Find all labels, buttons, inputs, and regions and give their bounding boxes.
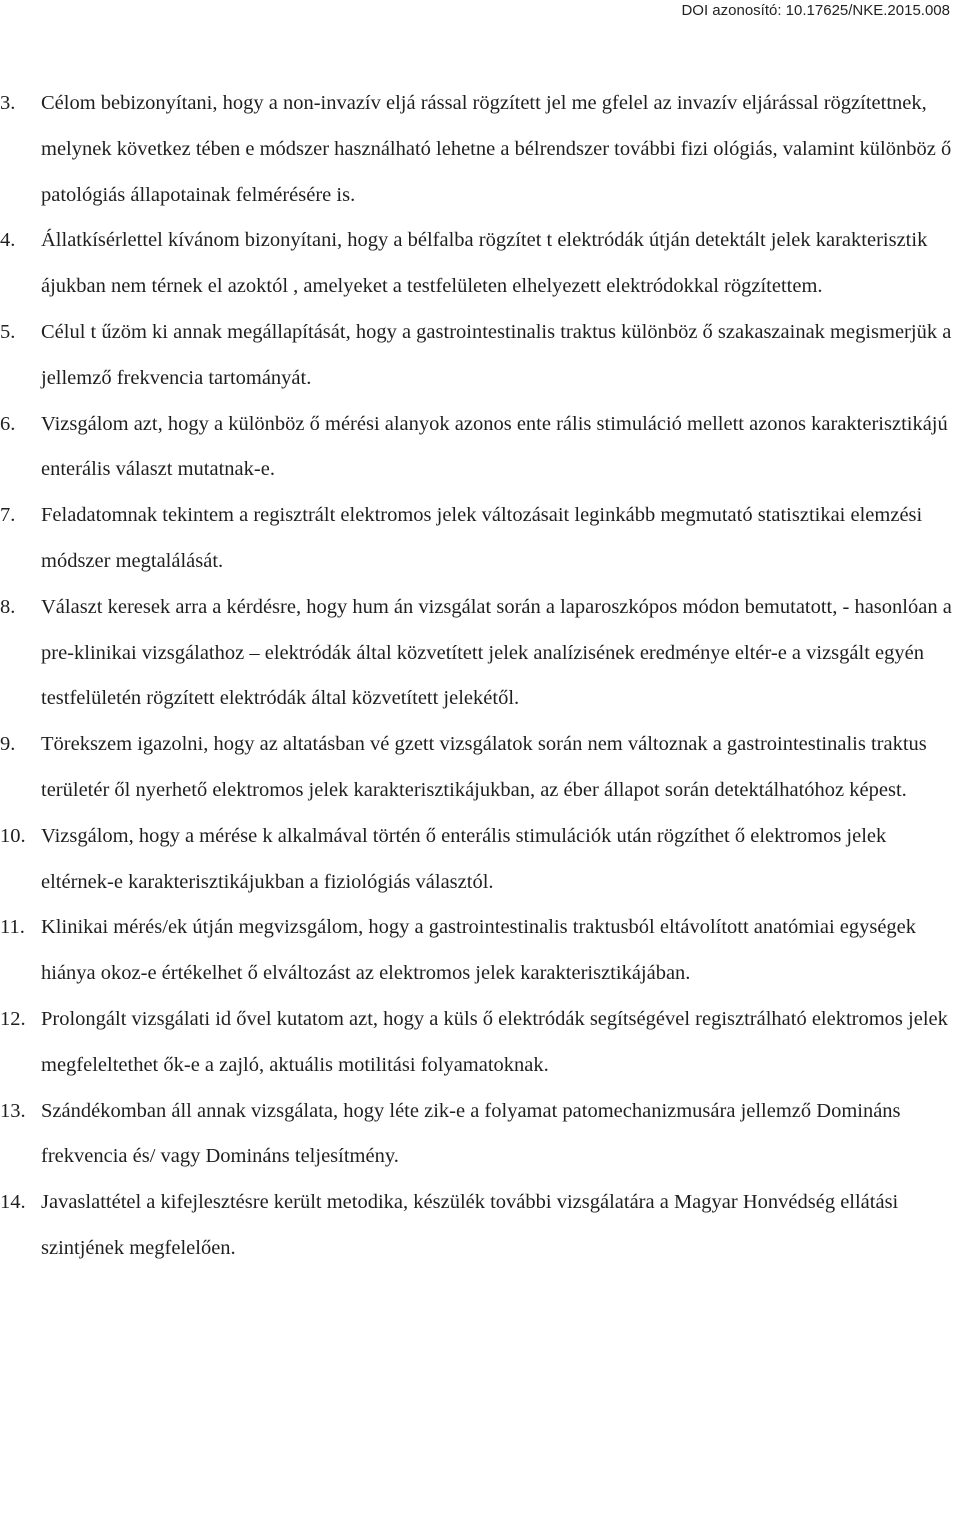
item-text: Célul t űzöm ki annak megállapítását, hogy a gastrointestinalis traktus különböz ő szakaszainak megismerjük a jellemző frekvencia tartományát. — [41, 320, 952, 389]
item-number: 8. — [0, 595, 16, 618]
item-text: Választ keresek arra a kérdésre, hogy hum án vizsgálat során a laparoszkópos módon bemutatott, - hasonlóan a pre-klinikai vizsgálathoz – elektródák által közvetített jelek analízisének eredménye eltér-e a vizsgált egyén testfelületén rögzített elektródák által közvetített jelekétől. — [41, 595, 952, 710]
item-text: Vizsgálom azt, hogy a különböz ő mérési alanyok azonos ente rális stimuláció mellett azonos karakterisztikájú enterális választ mutatnak-e. — [41, 412, 948, 481]
item-text: Célom bebizonyítani, hogy a non-invazív eljá rással rögzített jel me gfelel az invazív eljárással rögzítettnek, melynek következ tében e módszer használható lehetne a bélrendszer további fizi ológiás, valamint különböz ő patológiás állapotainak felmérésére is. — [41, 92, 952, 206]
list-item — [0, 1089, 960, 1181]
list-item — [0, 81, 960, 218]
list-item — [0, 493, 960, 585]
item-text: Prolongált vizsgálati id ővel kutatom azt, hogy a küls ő elektródák segítségével regisztrálható elektromos jelek megfeleltethet ők-e a zajló, aktuális motilitási folyamatoknak. — [41, 1007, 948, 1076]
list-item — [0, 585, 960, 722]
item-text: Javaslattétel a kifejlesztésre került metodika, készülék további vizsgálatára a Magyar Honvédség ellátási szintjének megfelelően. — [41, 1191, 899, 1259]
list-item — [0, 722, 960, 814]
item-number: 4. — [0, 229, 16, 252]
list-item — [0, 218, 960, 310]
item-text: Törekszem igazolni, hogy az altatásban vé gzett vizsgálatok során nem változnak a gastrointestinalis traktus területér ől nyerhető elektromos jelek karakterisztikájukban, az éber állapot során detektálhatóhoz képest. — [41, 733, 927, 801]
item-number: 3. — [0, 92, 16, 114]
item-number: 11. — [0, 916, 25, 939]
item-text: Klinikai mérés/ek útján megvizsgálom, hogy a gastrointestinalis traktusból eltávolított anatómiai egységek hiánya okoz-e értékelhet ő elváltozást az elektromos jelek karakterisztikájában. — [41, 916, 917, 985]
list-item — [0, 997, 960, 1089]
list-item — [0, 905, 960, 997]
item-text: Állatkísérlettel kívánom bizonyítani, hogy a bélfalba rögzítet t elektródák útján detektált jelek karakterisztik ájukban nem térnek el azoktól , amelyeket a testfelületen elhelyezett elektródokkal rögzítettem. — [41, 229, 928, 298]
item-number: 6. — [0, 412, 16, 435]
list-item — [0, 402, 960, 494]
item-number: 9. — [0, 733, 16, 756]
list-item — [0, 310, 960, 402]
doi-header: DOI azonosító: 10.17625/NKE.2015.008 — [681, 2, 950, 19]
item-number: 12. — [0, 1007, 26, 1030]
objectives-list — [0, 81, 960, 1272]
item-number: 5. — [0, 320, 16, 343]
list-item — [0, 1180, 960, 1272]
item-number: 10. — [0, 824, 26, 847]
list-item — [0, 814, 960, 906]
item-number: 14. — [0, 1191, 26, 1214]
item-number: 7. — [0, 504, 16, 527]
item-number: 13. — [0, 1099, 26, 1122]
item-text: Vizsgálom, hogy a mérése k alkalmával történ ő enterális stimulációk után rögzíthet ő elektromos jelek eltérnek-e karakterisztikájukban a fiziológiás választól. — [41, 824, 887, 893]
item-text: Szándékomban áll annak vizsgálata, hogy léte zik-e a folyamat patomechanizmusára jellemző Domináns frekvencia és/ vagy Domináns teljesítmény. — [41, 1099, 901, 1168]
item-text: Feladatomnak tekintem a regisztrált elektromos jelek változásait leginkább megmutató statisztikai elemzési módszer megtalálását. — [41, 504, 923, 572]
